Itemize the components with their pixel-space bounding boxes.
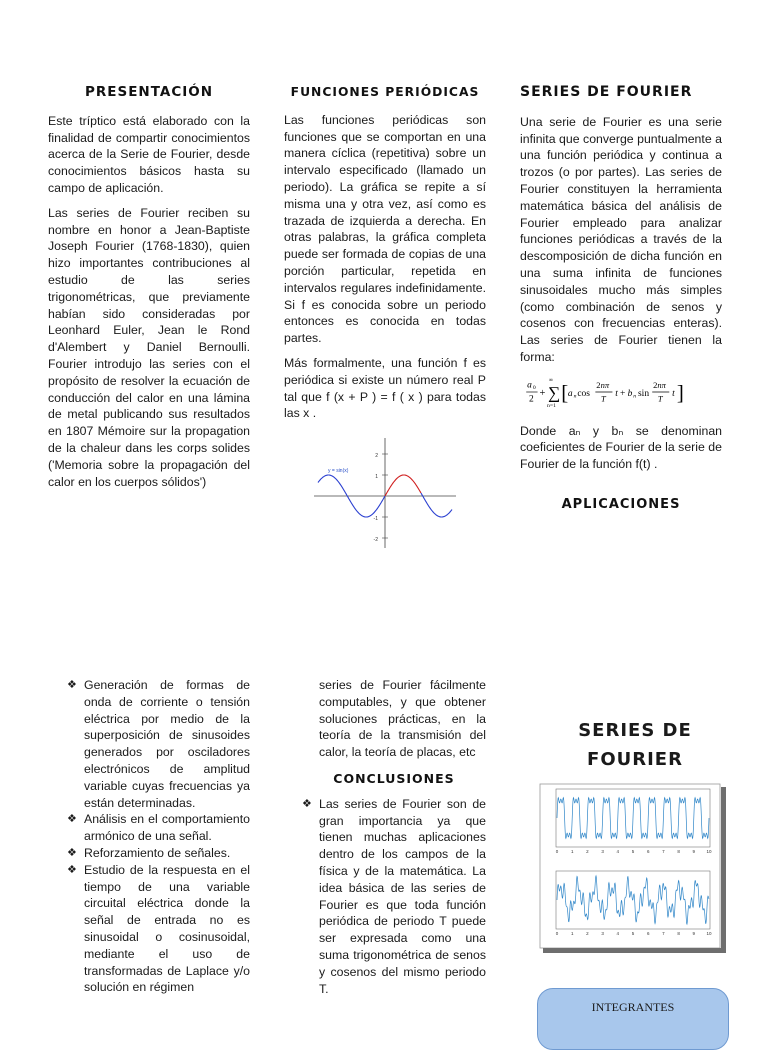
x-tick-label: 3 [601,849,604,854]
diamond-bullet-icon: ❖ [67,813,77,826]
cover-title-line1: SERIES DE [578,720,692,741]
column-aplicaciones-list [67,677,250,996]
y-tick-neg1: -1 [373,516,378,523]
list-item: ❖ Análisis en el comportamiento armónico de una señal. [67,812,250,844]
svg-text:]: ] [676,380,684,405]
column-series [520,84,722,514]
sine-curve-blue-right [421,493,452,517]
x-tick-label: 2 [586,849,589,854]
svg-text:+: + [539,387,546,399]
svg-text:2: 2 [529,394,534,405]
graph-function-label: y = sin(x) [328,468,349,475]
x-tick-label: 8 [677,931,680,936]
list-item: ❖ Reforzamiento de señales. [67,845,231,860]
paragraph-funciones-1: Las funciones periódicas son funciones que se comportan en una manera cíclica (repetitiva) sobre un intervalo especificado (llamado un periodo). La gráfica se repite a sí misma una y otra vez, así como es trazada de izquierda a derecha. En otras palabras, la gráfica completa puede ser formada de copias de una porción particular, repetida en intervalos regulares indefinidamente. Si f es conocida sobre un periodo entonces es conocida en todas partes. [284,112,486,346]
svg-text:t: t [672,388,675,399]
heading-conclusiones: CONCLUSIONES [333,770,455,786]
paragraph-presentacion-2: Las series de Fourier reciben su nombre en honor a Jean-Baptiste Joseph Fourier (1768-1830), quien hizo importantes contribuciones al estudio de las series trigonométricas, que previamente habían sido consideradas por Leonhard Euler, Jean le Rond d'Alembert y Daniel Bernoulli. Fourier introdujo las series con el propósito de resolver la ecuación de conducción del calor en una lámina de metal publicando sus resultados en 1807 Mémoire sur la propagation de la chaleur dans les corps solides ('Memoria sobre la propagación del calor en los cuerpos sólidos') [48,205,250,489]
svg-text:n=1: n=1 [547,402,556,409]
integrantes-box [537,988,729,1050]
svg-text:cos: cos [577,388,590,399]
svg-text:2nπ: 2nπ [653,379,666,390]
x-tick-label: 7 [662,849,665,854]
svg-text:0: 0 [532,384,536,391]
x-tick-label: 10 [706,849,712,854]
svg-text:T: T [601,393,606,404]
svg-text:∑: ∑ [548,383,561,403]
list-item: ❖ Estudio de la respuesta en el tiempo de una variable circuital eléctrica donde la señal de entrada no es sinusoidal o cosinusoidal, mediante el uso de transformadas de Laplace y/o solución en régimen [67,862,250,995]
diamond-bullet-icon: ❖ [67,863,77,876]
svg-text:a: a [527,380,532,391]
x-tick-label: 6 [646,849,650,854]
svg-text:∞: ∞ [548,377,553,384]
svg-text:n: n [633,393,637,400]
x-tick-label: 2 [586,931,589,936]
heading-series-de-fourier: SERIES DE FOURIER [520,84,693,100]
column-funciones [284,84,486,557]
svg-text:[: [ [561,380,569,405]
x-tick-label: 6 [646,931,650,936]
paragraph-presentacion-1: Este tríptico está elaborado con la finalidad de compartir conocimientos acerca de la Serie de Fourier, desde conocimientos básicos hasta su campo de aplicación. [48,113,250,195]
x-tick-label: 5 [631,849,635,854]
cover-title-line2: FOURIER [587,749,683,770]
y-tick-neg2: -2 [373,537,378,544]
aplicaciones-list [67,677,250,996]
svg-text:t: t [615,388,618,399]
x-tick-label: 7 [662,931,665,936]
x-tick-label: 4 [616,931,620,936]
heading-funciones-periodicas: FUNCIONES PERIÓDICAS [290,85,480,99]
x-tick-label: 0 [555,931,559,936]
fourier-plots-figure [539,783,727,953]
x-tick-label: 10 [706,931,712,936]
svg-text:n: n [573,393,577,400]
y-tick-1: 1 [375,474,378,481]
svg-text:a: a [567,388,573,399]
paragraph-series-1: Una serie de Fourier es una serie infinita que converge puntualmente a una función periódica y continua a trozos (o por partes). Las series de Fourier constituyen la herramienta matemática básica del análisis de Fourier empleado para analizar funciones periódicas a través de la descomposición de dicha función en una suma infinita de funciones sinusoidales mucho más simples (como combinación de senos y cosenos con frecuencias enteras). Las series de Fourier tienen la forma: [520,114,722,364]
svg-text:2nπ: 2nπ [596,379,610,390]
x-tick-label: 9 [692,931,696,936]
paragraph-series-2: Donde aₙ y bₙ se denominan coeficientes de Fourier de la serie de Fourier de la función f(t) . [520,423,722,472]
diamond-bullet-icon: ❖ [67,679,77,691]
x-tick-label: 0 [555,849,559,854]
svg-text:sin: sin [638,388,650,399]
sine-curve-red [385,475,421,496]
column-conclusiones [302,677,486,997]
paragraph-funciones-2: Más formalmente, una función f es periódica si existe un número real P tal que f (x + P ) = f ( x ) para todas las x . [284,355,486,421]
diamond-bullet-icon: ❖ [67,846,77,859]
list-item: ❖ Las series de Fourier son de gran importancia ya que tienen muchas aplicaciones dentro de los campos de la física y de la matemática. La idea básica de las series de Fourier es que toda función periódica de periodo T puede ser expresada como una suma trigonométrica de senos y cosenos del mismo periodo T. [302,796,486,996]
paragraph-aplicaciones-continued: series de Fourier fácilmente computables, y que obtener soluciones prácticas, en la teoría de la transmisión del calor, la teoría de placas, etc [319,678,486,760]
diamond-bullet-icon: ❖ [302,797,312,810]
y-tick-2: 2 [375,453,378,460]
x-tick-label: 8 [677,849,680,854]
sine-graph [310,432,460,552]
x-tick-label: 1 [570,931,574,936]
svg-text:b: b [627,388,633,399]
conclusiones-list [302,796,486,998]
x-tick-label: 1 [570,849,574,854]
svg-text:T: T [657,393,663,404]
integrantes-label: INTEGRANTES [591,1000,675,1014]
list-item: ❖ Generación de formas de onda de corriente o tensión eléctrica por medio de la superposición de sinusoides generados por osciladores electrónicos de amplitud variable cuyas frecuencias ya están determinadas. [67,678,250,810]
cover-title [540,716,730,774]
svg-text:+: + [620,388,626,399]
x-tick-label: 5 [631,931,635,936]
heading-aplicaciones: APLICACIONES [561,496,681,512]
x-tick-label: 3 [601,931,604,936]
heading-presentacion: PRESENTACIÓN [84,84,214,100]
x-tick-label: 9 [692,849,696,854]
column-presentacion [48,84,250,498]
fourier-formula [520,374,720,410]
x-tick-label: 4 [616,849,620,854]
